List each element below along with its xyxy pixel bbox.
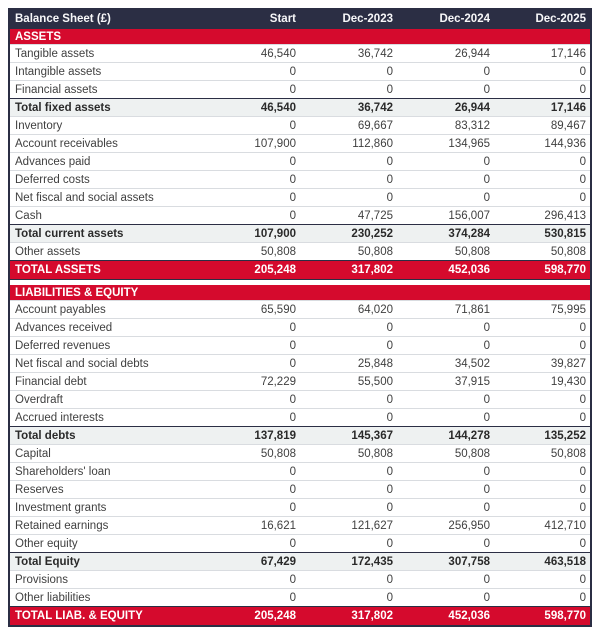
row-label: Shareholders' loan xyxy=(9,463,203,481)
section-header-row xyxy=(9,29,591,45)
row-value: 412,710 xyxy=(494,517,591,535)
row-value: 0 xyxy=(397,481,494,499)
row-label: Financial debt xyxy=(9,373,203,391)
table-row xyxy=(9,319,591,337)
header-row xyxy=(9,8,591,29)
row-value: 0 xyxy=(397,463,494,481)
total-row xyxy=(9,427,591,445)
table-row xyxy=(9,481,591,499)
row-value: 46,540 xyxy=(203,45,300,63)
table-row xyxy=(9,243,591,261)
row-value: 50,808 xyxy=(300,243,397,261)
row-label: Reserves xyxy=(9,481,203,499)
row-value: 36,742 xyxy=(300,99,397,117)
row-value: 0 xyxy=(203,499,300,517)
row-value: 0 xyxy=(494,153,591,171)
row-value: 121,627 xyxy=(300,517,397,535)
row-value: 0 xyxy=(203,117,300,135)
table-row xyxy=(9,189,591,207)
row-value: 107,900 xyxy=(203,225,300,243)
row-value: 144,936 xyxy=(494,135,591,153)
row-value: 598,770 xyxy=(494,261,591,280)
row-value: 452,036 xyxy=(397,261,494,280)
row-value: 0 xyxy=(494,391,591,409)
table-row xyxy=(9,153,591,171)
row-value: 71,861 xyxy=(397,301,494,319)
row-label: Deferred revenues xyxy=(9,337,203,355)
row-value: 0 xyxy=(300,319,397,337)
table-row xyxy=(9,373,591,391)
row-value: 17,146 xyxy=(494,99,591,117)
row-label: Capital xyxy=(9,445,203,463)
table-row xyxy=(9,409,591,427)
row-value: 598,770 xyxy=(494,607,591,627)
row-label: Intangible assets xyxy=(9,63,203,81)
row-value: 46,540 xyxy=(203,99,300,117)
table-row xyxy=(9,355,591,373)
column-header-start: Start xyxy=(203,8,300,29)
row-label: Accrued interests xyxy=(9,409,203,427)
row-label: Net fiscal and social assets xyxy=(9,189,203,207)
row-value: 463,518 xyxy=(494,553,591,571)
row-value: 107,900 xyxy=(203,135,300,153)
row-label: Account receivables xyxy=(9,135,203,153)
row-value: 64,020 xyxy=(300,301,397,319)
row-label: Tangible assets xyxy=(9,45,203,63)
row-value: 0 xyxy=(494,409,591,427)
row-label: Cash xyxy=(9,207,203,225)
table-row xyxy=(9,589,591,607)
table-row xyxy=(9,63,591,81)
total-row xyxy=(9,553,591,571)
table-row xyxy=(9,117,591,135)
row-value: 317,802 xyxy=(300,261,397,280)
table-row xyxy=(9,207,591,225)
row-value: 50,808 xyxy=(203,445,300,463)
row-value: 36,742 xyxy=(300,45,397,63)
row-value: 47,725 xyxy=(300,207,397,225)
row-value: 65,590 xyxy=(203,301,300,319)
row-value: 72,229 xyxy=(203,373,300,391)
row-label: Other equity xyxy=(9,535,203,553)
row-value: 256,950 xyxy=(397,517,494,535)
total-row xyxy=(9,225,591,243)
row-value: 0 xyxy=(397,337,494,355)
row-value: 0 xyxy=(203,589,300,607)
table-row xyxy=(9,301,591,319)
table-row xyxy=(9,571,591,589)
row-value: 0 xyxy=(397,319,494,337)
row-label: Other assets xyxy=(9,243,203,261)
row-value: 0 xyxy=(397,409,494,427)
row-value: 83,312 xyxy=(397,117,494,135)
column-header-dec-2023: Dec-2023 xyxy=(300,8,397,29)
balance-sheet-report xyxy=(8,8,592,627)
table-header xyxy=(9,8,591,29)
row-value: 75,995 xyxy=(494,301,591,319)
row-value: 0 xyxy=(397,571,494,589)
row-value: 156,007 xyxy=(397,207,494,225)
row-value: 0 xyxy=(397,535,494,553)
row-value: 317,802 xyxy=(300,607,397,627)
section-title: ASSETS xyxy=(9,29,591,45)
row-value: 137,819 xyxy=(203,427,300,445)
row-value: 50,808 xyxy=(203,243,300,261)
row-label: Total Equity xyxy=(9,553,203,571)
row-value: 0 xyxy=(397,391,494,409)
row-value: 0 xyxy=(203,153,300,171)
row-value: 0 xyxy=(203,355,300,373)
row-value: 0 xyxy=(397,63,494,81)
row-value: 25,848 xyxy=(300,355,397,373)
column-header-dec-2024: Dec-2024 xyxy=(397,8,494,29)
row-value: 0 xyxy=(300,153,397,171)
row-value: 0 xyxy=(300,571,397,589)
row-value: 0 xyxy=(300,189,397,207)
row-value: 0 xyxy=(203,463,300,481)
balance-sheet-body xyxy=(9,29,591,626)
row-value: 26,944 xyxy=(397,99,494,117)
table-row xyxy=(9,445,591,463)
table-row xyxy=(9,45,591,63)
section-header-row xyxy=(9,285,591,301)
balance-sheet-table xyxy=(8,8,592,627)
row-value: 0 xyxy=(300,391,397,409)
row-value: 0 xyxy=(494,571,591,589)
table-row xyxy=(9,391,591,409)
column-header-dec-2025: Dec-2025 xyxy=(494,8,591,29)
table-row xyxy=(9,81,591,99)
row-label: TOTAL ASSETS xyxy=(9,261,203,280)
row-value: 0 xyxy=(494,499,591,517)
row-value: 50,808 xyxy=(300,445,397,463)
row-value: 0 xyxy=(203,63,300,81)
row-value: 0 xyxy=(300,535,397,553)
row-label: Investment grants xyxy=(9,499,203,517)
row-value: 0 xyxy=(203,319,300,337)
row-value: 296,413 xyxy=(494,207,591,225)
row-label: Financial assets xyxy=(9,81,203,99)
row-value: 16,621 xyxy=(203,517,300,535)
row-value: 530,815 xyxy=(494,225,591,243)
total-row xyxy=(9,99,591,117)
table-row xyxy=(9,499,591,517)
row-value: 0 xyxy=(203,409,300,427)
row-value: 0 xyxy=(300,337,397,355)
row-value: 0 xyxy=(300,463,397,481)
row-value: 144,278 xyxy=(397,427,494,445)
row-value: 0 xyxy=(397,189,494,207)
row-value: 17,146 xyxy=(494,45,591,63)
row-value: 0 xyxy=(494,171,591,189)
row-value: 134,965 xyxy=(397,135,494,153)
section-title: LIABILITIES & EQUITY xyxy=(9,285,591,301)
row-value: 0 xyxy=(203,189,300,207)
grand-total-row xyxy=(9,607,591,627)
row-value: 0 xyxy=(397,499,494,517)
row-value: 0 xyxy=(300,481,397,499)
row-value: 0 xyxy=(494,481,591,499)
row-value: 145,367 xyxy=(300,427,397,445)
row-value: 69,667 xyxy=(300,117,397,135)
row-value: 205,248 xyxy=(203,261,300,280)
row-value: 0 xyxy=(397,81,494,99)
table-row xyxy=(9,517,591,535)
row-value: 19,430 xyxy=(494,373,591,391)
row-label: Deferred costs xyxy=(9,171,203,189)
row-value: 0 xyxy=(397,589,494,607)
row-value: 0 xyxy=(494,463,591,481)
row-value: 112,860 xyxy=(300,135,397,153)
table-row xyxy=(9,463,591,481)
row-value: 0 xyxy=(494,63,591,81)
grand-total-row xyxy=(9,261,591,280)
row-value: 50,808 xyxy=(397,243,494,261)
row-value: 0 xyxy=(203,171,300,189)
row-value: 205,248 xyxy=(203,607,300,627)
row-value: 34,502 xyxy=(397,355,494,373)
row-label: Inventory xyxy=(9,117,203,135)
row-value: 89,467 xyxy=(494,117,591,135)
row-value: 0 xyxy=(300,499,397,517)
row-value: 0 xyxy=(300,171,397,189)
row-label: Net fiscal and social debts xyxy=(9,355,203,373)
row-label: Retained earnings xyxy=(9,517,203,535)
row-value: 0 xyxy=(494,189,591,207)
table-title: Balance Sheet (£) xyxy=(9,8,203,29)
row-value: 0 xyxy=(494,81,591,99)
row-label: Advances received xyxy=(9,319,203,337)
row-value: 374,284 xyxy=(397,225,494,243)
table-row xyxy=(9,171,591,189)
row-value: 172,435 xyxy=(300,553,397,571)
row-label: TOTAL LIAB. & EQUITY xyxy=(9,607,203,627)
row-value: 230,252 xyxy=(300,225,397,243)
row-label: Total current assets xyxy=(9,225,203,243)
row-value: 135,252 xyxy=(494,427,591,445)
row-value: 452,036 xyxy=(397,607,494,627)
row-value: 50,808 xyxy=(494,243,591,261)
row-value: 0 xyxy=(203,81,300,99)
row-value: 0 xyxy=(494,337,591,355)
row-value: 0 xyxy=(397,153,494,171)
row-value: 0 xyxy=(494,589,591,607)
row-value: 55,500 xyxy=(300,373,397,391)
table-row xyxy=(9,535,591,553)
row-value: 50,808 xyxy=(397,445,494,463)
table-row xyxy=(9,337,591,355)
row-value: 0 xyxy=(203,481,300,499)
row-label: Overdraft xyxy=(9,391,203,409)
row-label: Other liabilities xyxy=(9,589,203,607)
row-value: 0 xyxy=(203,207,300,225)
row-value: 0 xyxy=(494,319,591,337)
row-value: 0 xyxy=(397,171,494,189)
row-value: 0 xyxy=(494,535,591,553)
row-value: 0 xyxy=(203,337,300,355)
row-value: 39,827 xyxy=(494,355,591,373)
row-value: 0 xyxy=(300,589,397,607)
row-label: Provisions xyxy=(9,571,203,589)
row-value: 0 xyxy=(300,63,397,81)
row-value: 0 xyxy=(203,391,300,409)
row-value: 50,808 xyxy=(494,445,591,463)
row-value: 26,944 xyxy=(397,45,494,63)
row-label: Advances paid xyxy=(9,153,203,171)
row-value: 0 xyxy=(203,571,300,589)
row-label: Account payables xyxy=(9,301,203,319)
row-value: 307,758 xyxy=(397,553,494,571)
row-value: 0 xyxy=(300,81,397,99)
row-value: 0 xyxy=(300,409,397,427)
row-value: 67,429 xyxy=(203,553,300,571)
row-label: Total fixed assets xyxy=(9,99,203,117)
row-value: 37,915 xyxy=(397,373,494,391)
row-value: 0 xyxy=(203,535,300,553)
row-label: Total debts xyxy=(9,427,203,445)
table-row xyxy=(9,135,591,153)
